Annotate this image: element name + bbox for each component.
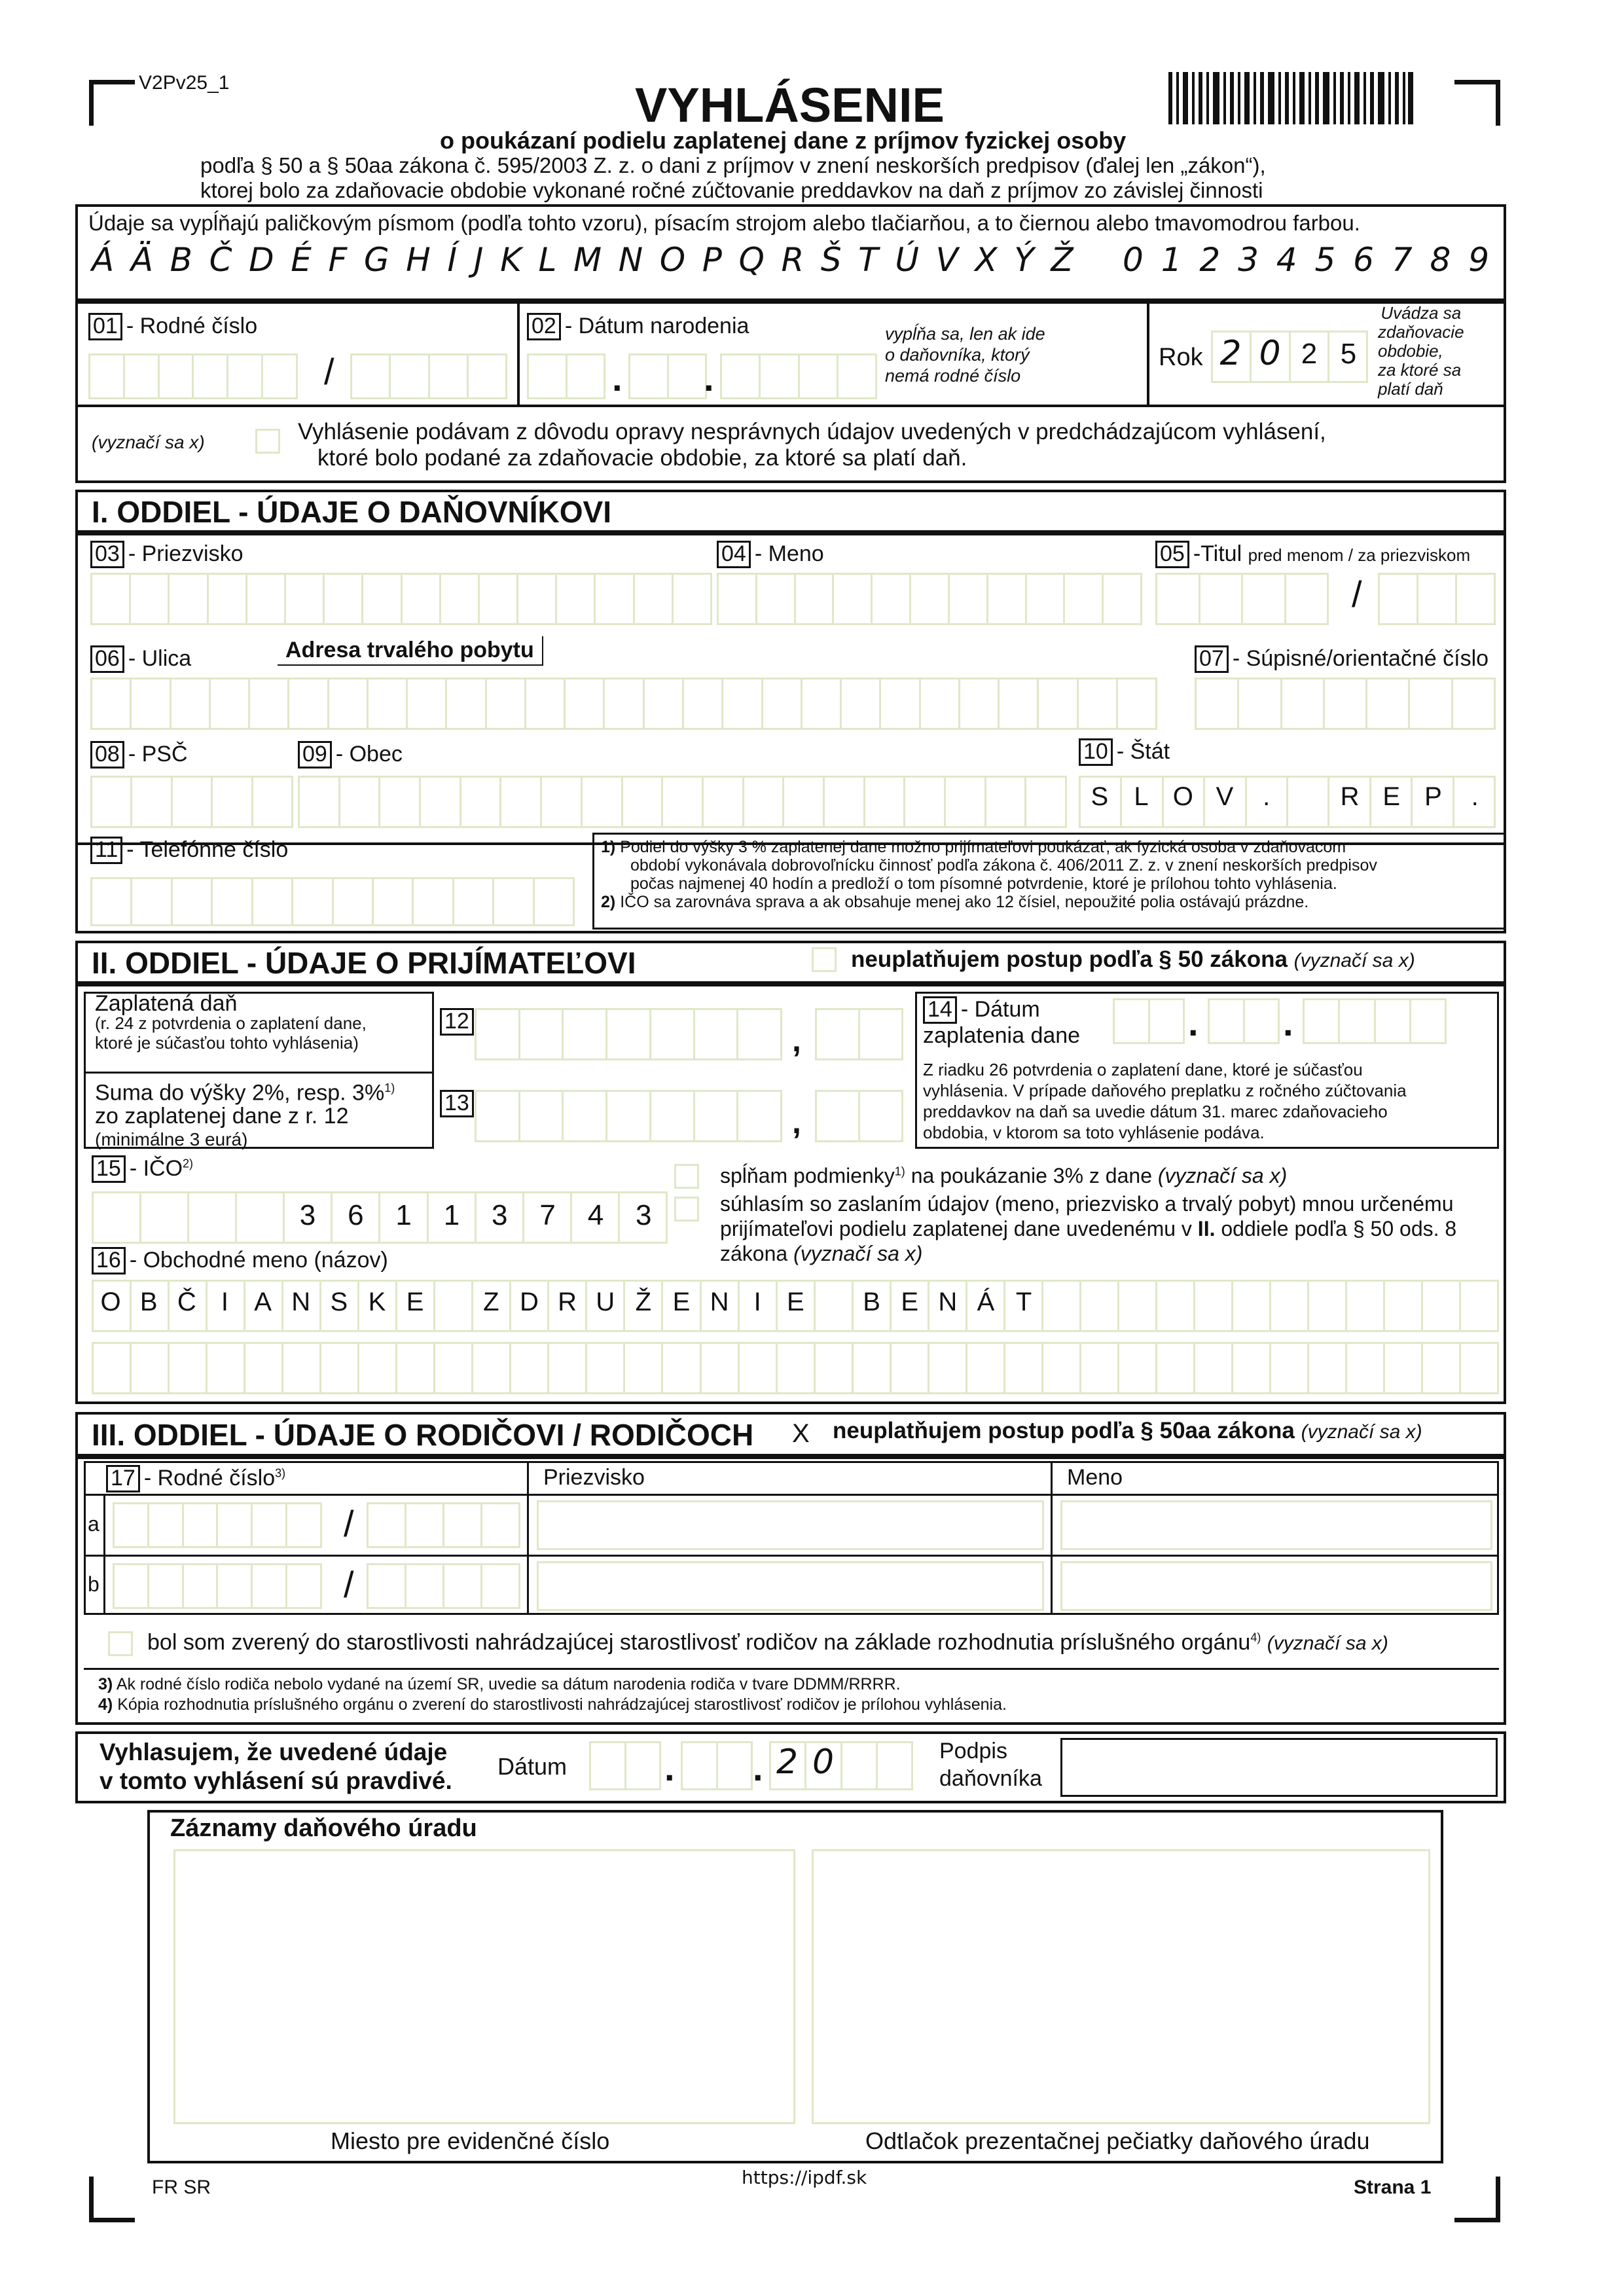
street-cells[interactable]	[90, 678, 1157, 730]
mark-note: (vyznačí sa x)	[92, 432, 205, 452]
field-17-label: 17 - Rodné číslo$^{3)}$	[106, 1465, 285, 1492]
sample-letter: R	[781, 241, 804, 279]
sample-digit: 0	[1123, 241, 1144, 279]
date-label: Dátum	[497, 1753, 568, 1780]
birth-date-year[interactable]	[720, 353, 877, 399]
section-1-title: I. ODDIEL - ÚDAJE O DAŇOVNÍKOVI	[92, 495, 612, 529]
date-dot: .	[704, 357, 714, 399]
sample-letter: G	[363, 241, 389, 279]
row-b-label: b	[88, 1572, 99, 1596]
recipient-name-row2[interactable]	[92, 1342, 1499, 1394]
birth-date-month[interactable]	[628, 353, 707, 399]
parent-a-birth-2[interactable]	[367, 1502, 520, 1548]
sample-letter: Ä	[130, 241, 154, 279]
title-before-cells[interactable]	[1155, 573, 1329, 625]
recipient-name-value: O B Č I A N S K E Z D R U Ž E N I E B E N Á T	[100, 1288, 1032, 1316]
date-dot: .	[664, 1747, 675, 1788]
s3-not-apply: neuplatňujem postup podľa § 50aa zákona (vyznačí sa x)	[833, 1418, 1422, 1443]
corner-mark-bl-v	[89, 2177, 94, 2222]
field-01-label: 01 - Rodné číslo	[88, 313, 257, 340]
sample-letter: X	[975, 241, 998, 279]
birth-number-slash: /	[344, 1564, 354, 1605]
col-name: Meno	[1067, 1465, 1123, 1490]
birth-date-note: vypĺňa sa, len ak ide o daňovníka, ktorý nemá rodné číslo	[885, 324, 1045, 386]
s3-not-apply-mark[interactable]: X	[792, 1419, 810, 1448]
field-02-label: 02 - Dátum narodenia	[527, 313, 749, 340]
parent-a-surname[interactable]	[537, 1500, 1044, 1550]
s2-not-apply: neuplatňujem postup podľa § 50 zákona (vyznačí sa x)	[851, 947, 1415, 972]
parent-a-name[interactable]	[1060, 1500, 1492, 1550]
sample-letters	[92, 241, 1074, 287]
parent-b-birth-2[interactable]	[367, 1563, 520, 1609]
divider	[1051, 1461, 1053, 1615]
field-03-label: 03 - Priezvisko	[90, 541, 244, 568]
declaration-year-prefix: 2 0	[776, 1743, 835, 1782]
form-title: VYHLÁSENIE	[635, 78, 945, 132]
field-12-no: 12	[440, 1008, 478, 1036]
corner-mark-br	[1454, 2218, 1500, 2222]
tax-office-title: Záznamy daňového úradu	[170, 1815, 477, 1842]
sample-letter: N	[618, 241, 643, 279]
year-label: Rok	[1159, 344, 1203, 371]
parent-b-surname[interactable]	[537, 1561, 1044, 1611]
divider	[84, 1555, 1499, 1557]
sample-letter: K	[500, 241, 522, 279]
municipality-cells[interactable]	[298, 776, 1067, 828]
corner-mark-tl-v	[89, 80, 94, 126]
form-subtitle: o poukázaní podielu zaplatenej dane z príjmov fyzickej osoby	[440, 127, 1127, 154]
decimal-comma: ,	[792, 1104, 801, 1140]
col-surname: Priezvisko	[543, 1465, 645, 1490]
field-15-label: 15 - IČO$^{2)}$	[92, 1155, 193, 1183]
footnotes-3-4: 3) Ak rodné číslo rodiča nebolo vydané na území SR, uvedie sa dátum narodenia rodiča v tvare DDMM/RRRR. 4) Kópia rozhodnutia príslušného orgánu o zverení do starostlivosti nahrádzajúcej starostlivosť rodičov je prílohou vyhlásenia.	[98, 1675, 1007, 1714]
ico-value: 3 6 1 1 3 7 4 3	[299, 1199, 652, 1231]
field-08-label: 08 - PSČ	[90, 741, 188, 768]
legal-basis-line1: podľa § 50 a § 50aa zákona č. 595/2003 Z. z. o dani z príjmov v znení neskorších predpisov (ďalej len „zákon“),	[200, 153, 1266, 177]
sample-letter: Ý	[1014, 241, 1034, 279]
stamp-caption: Odtlačok prezentačnej pečiatky daňového úradu	[865, 2127, 1370, 2154]
sample-letter: J	[473, 241, 484, 279]
sample-letter: P	[702, 241, 722, 279]
decimal-comma: ,	[792, 1022, 801, 1058]
field-05-label: 05 -Titul pred menom / za priezviskom	[1155, 541, 1470, 568]
form-code: V2Pv25_1	[139, 72, 230, 94]
date-dot: .	[612, 357, 623, 399]
field-06-label: 06 - Ulica	[90, 645, 191, 673]
divider	[103, 1494, 105, 1615]
sample-letter: Í	[447, 241, 458, 279]
field-16-label: 16 - Obchodné meno (názov)	[92, 1247, 388, 1274]
tax-paid-cents[interactable]	[815, 1008, 903, 1060]
signature-field[interactable]	[1060, 1738, 1498, 1797]
title-after-cells[interactable]	[1378, 573, 1496, 625]
sample-letter: D	[249, 241, 274, 279]
permanent-address-tag: Adresa trvalého pobytu	[278, 636, 543, 666]
year-note: Uvádza sa zdaňovacie obdobie, za ktoré sa platí daň	[1378, 303, 1464, 399]
sample-digit: 8	[1430, 241, 1451, 279]
instruction-text: Údaje sa vypĺňajú paličkovým písmom (podľa tohto vzoru), písacím strojom alebo tlačiarňou, a to čiernou alebo tmavomodrou farbou.	[88, 211, 1360, 235]
declaration-month[interactable]	[681, 1741, 753, 1790]
sample-letter: B	[170, 241, 192, 279]
birth-number-slash: /	[344, 1503, 354, 1544]
divider	[75, 405, 1506, 407]
house-number-cells[interactable]	[1195, 678, 1496, 730]
correction-text-2: ktoré bolo podané za zdaňovacie obdobie, za ktoré sa platí daň.	[317, 445, 967, 471]
state-value: S L O V . R E P .	[1091, 782, 1479, 811]
share-amount-cells[interactable]	[475, 1090, 782, 1142]
birth-number-slash: /	[324, 351, 334, 392]
page-number: Strana 1	[1354, 2177, 1432, 2198]
sample-letter: Q	[738, 241, 765, 279]
legal-basis-line2: ktorej bolo za zdaňovacie obdobie vykonané ročné zúčtovanie preddavkov na daň z príjmov zo závislej činnosti	[200, 178, 1263, 202]
parent-b-birth-1[interactable]	[113, 1563, 322, 1609]
section-3-title: III. ODDIEL - ÚDAJE O RODIČOVI / RODIČOCH	[92, 1418, 754, 1452]
divider	[527, 1461, 529, 1615]
registration-number-caption: Miesto pre evidenčné číslo	[331, 2127, 610, 2154]
sample-letter: Á	[92, 241, 115, 279]
birth-number-cells-1[interactable]	[88, 353, 298, 399]
sample-letter: O	[659, 241, 686, 279]
divider	[84, 1072, 434, 1074]
payment-day[interactable]	[1113, 998, 1185, 1044]
sample-digit: 7	[1391, 241, 1413, 279]
sample-letter: L	[538, 241, 557, 279]
postal-code-cells[interactable]	[90, 776, 293, 828]
field-10-label: 10 - Štát	[1079, 738, 1170, 766]
sample-letter: T	[858, 241, 878, 279]
phone-cells[interactable]	[90, 877, 575, 926]
sample-digit: 3	[1238, 241, 1259, 279]
barcode	[1168, 72, 1414, 124]
share-amount-cents[interactable]	[815, 1090, 903, 1142]
birth-date-day[interactable]	[527, 353, 605, 399]
field-07-label: 07 - Súpisné/orientačné číslo	[1195, 645, 1489, 673]
sample-letter: F	[328, 241, 348, 279]
divider	[1147, 301, 1149, 405]
guardian-checkbox[interactable]	[108, 1631, 133, 1656]
s2-not-apply-checkbox[interactable]	[812, 947, 837, 972]
declaration-text: Vyhlasujem, že uvedené údaje v tomto vyhlásení sú pravdivé.	[99, 1739, 452, 1794]
date-dot: .	[1188, 1002, 1199, 1043]
sample-letter: M	[573, 241, 602, 279]
surname-cells[interactable]	[90, 573, 712, 625]
sample-digit: 4	[1276, 241, 1297, 279]
corner-mark-br-v	[1496, 2177, 1500, 2222]
field-13-no: 13	[440, 1090, 478, 1117]
field-04-label: 04 - Meno	[717, 541, 824, 568]
sample-digit: 1	[1161, 241, 1182, 279]
sample-letter: Ú	[895, 241, 919, 279]
field-11-label: 11 - Telefónne číslo	[90, 837, 288, 864]
sample-letter: Č	[209, 241, 232, 279]
sample-digit: 9	[1468, 241, 1489, 279]
divider	[517, 301, 520, 405]
footer-left: FR SR	[152, 2177, 211, 2198]
conditions-3pct-checkbox[interactable]	[674, 1164, 699, 1189]
field-12-label: Zaplatená daň (r. 24 z potvrdenia o zaplatení dane, ktoré je súčasťou tohto vyhlásenia)	[95, 991, 367, 1053]
parent-b-name[interactable]	[1060, 1561, 1492, 1611]
section-2-title: II. ODDIEL - ÚDAJE O PRIJÍMATEĽOVI	[92, 946, 636, 980]
first-name-cells[interactable]	[717, 573, 1142, 625]
tax-paid-cells[interactable]	[475, 1008, 782, 1060]
row-a-label: a	[88, 1512, 99, 1536]
field-13-label: Suma do výšky 2%, resp. 3%$^{1)}$ zo zaplatenej dane z r. 12 (minimálne 3 eurá)	[95, 1080, 395, 1150]
guardian-text: bol som zverený do starostlivosti nahrádzajúcej starostlivosť rodičov na základe rozhodnutia príslušného orgánu$^{4)}$ (vyznačí sa x)	[147, 1630, 1388, 1655]
sample-digit: 6	[1353, 241, 1374, 279]
payment-date-note: Z riadku 26 potvrdenia o zaplatení dane, ktoré je súčasťou vyhlásenia. V prípade daňového preplatku z ročného zúčtovania preddavkov na daň sa uvedie dátum 31. marec zdaňovacieho obdobia, v ktorom sa toto vyhlásenie podáva.	[923, 1060, 1407, 1142]
date-dot: .	[753, 1747, 763, 1788]
consent-text: súhlasím so zaslaním údajov (meno, priezvisko a trvalý pobyt) mnou určenému prijímateľovi podielu zaplatenej dane uvedenému v II. oddiele podľa § 50 ods. 8 zákona (vyznačí sa x)	[720, 1192, 1457, 1265]
sample-letter: Ž	[1051, 241, 1074, 279]
payment-month[interactable]	[1208, 998, 1280, 1044]
footer-link[interactable]: https://ipdf.sk	[742, 2167, 867, 2188]
divider	[84, 1668, 1499, 1670]
sample-digits	[1123, 241, 1489, 287]
consent-checkbox[interactable]	[674, 1197, 699, 1221]
corner-mark-tl	[89, 80, 135, 84]
sample-letter: É	[291, 241, 312, 279]
correction-checkbox[interactable]	[255, 429, 280, 454]
divider	[84, 1494, 1499, 1496]
sample-letter: Š	[820, 241, 842, 279]
birth-number-cells-2[interactable]	[350, 353, 507, 399]
corner-mark-tr	[1454, 80, 1500, 84]
tax-year-value: 2 0 2 5	[1219, 334, 1357, 373]
corner-mark-tr-v	[1496, 80, 1500, 126]
registration-number-area	[173, 1849, 795, 2124]
field-09-label: 09 - Obec	[298, 741, 403, 768]
sample-digit: 5	[1314, 241, 1336, 279]
conditions-3pct: spĺňam podmienky$^{1)}$ na poukázanie 3% z dane (vyznačí sa x)	[720, 1164, 1288, 1187]
payment-year[interactable]	[1303, 998, 1447, 1044]
title-slash: /	[1352, 573, 1362, 615]
field-14-label: 14 - Dátum zaplatenia dane	[923, 997, 1081, 1048]
signature-label: Podpis daňovníka	[939, 1739, 1042, 1791]
sample-digit: 2	[1199, 241, 1221, 279]
sample-letter: H	[406, 241, 431, 279]
parent-a-birth-1[interactable]	[113, 1502, 322, 1548]
stamp-area	[812, 1849, 1430, 2124]
declaration-day[interactable]	[589, 1741, 661, 1790]
corner-mark-bl	[89, 2218, 135, 2222]
date-dot: .	[1283, 1002, 1293, 1043]
sample-letter: V	[935, 241, 958, 279]
footnote-1: 1) Podiel do výšky 3 % zaplatenej dane možno prijímateľovi poukázať, ak fyzická osoba v zdaňovacom období vykonávala dobrovoľnícku činnosť podľa zákona č. 406/2011 Z. z. v znení neskorších predpisov počas najmenej 40 hodín a predloží o tom písomné potvrdenie, ktoré je prílohou tohto vyhlásenia. 2) IČO sa zarovnáva sprava a ak obsahuje menej ako 12 čísiel, nepoužité polia ostávajú prázdne.	[601, 838, 1377, 911]
correction-text-1: Vyhlásenie podávam z dôvodu opravy nesprávnych údajov uvedených v predchádzajúcom vyhlásení,	[298, 419, 1326, 444]
